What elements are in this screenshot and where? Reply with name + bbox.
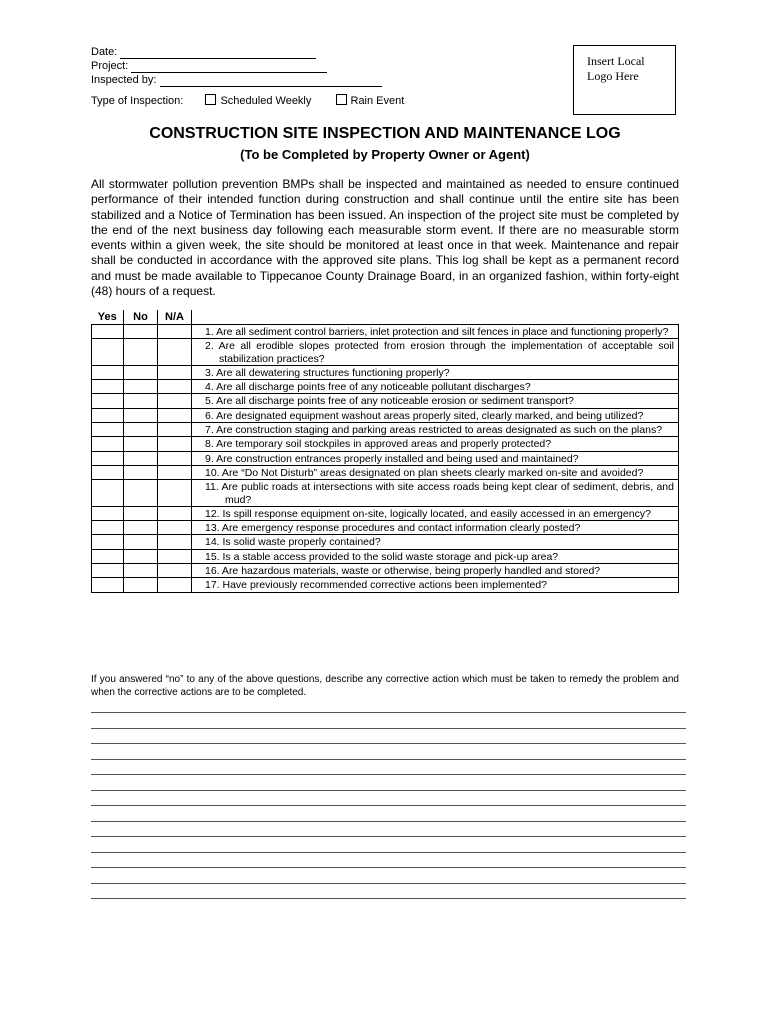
table-row bbox=[92, 465, 679, 479]
yes-answer-cell[interactable] bbox=[92, 578, 124, 592]
yes-answer-cell[interactable] bbox=[92, 549, 124, 563]
question-cell bbox=[192, 325, 679, 339]
no-answer-cell[interactable] bbox=[124, 578, 158, 592]
question-cell bbox=[192, 380, 679, 394]
na-answer-cell[interactable] bbox=[158, 365, 192, 379]
page-subtitle: (To be Completed by Property Owner or Agent) bbox=[240, 147, 530, 162]
yes-answer-cell[interactable] bbox=[92, 380, 124, 394]
question-text: 7. Are construction staging and parking areas restricted to areas designated as such on the plans? bbox=[205, 424, 663, 437]
table-row bbox=[92, 408, 679, 422]
page-title: CONSTRUCTION SITE INSPECTION AND MAINTENANCE LOG bbox=[149, 125, 621, 142]
no-answer-cell[interactable] bbox=[124, 521, 158, 535]
question-text: 8. Are temporary soil stockpiles in approved areas and properly protected? bbox=[205, 438, 552, 451]
question-cell bbox=[192, 521, 679, 535]
na-answer-cell[interactable] bbox=[158, 549, 192, 563]
na-answer-cell[interactable] bbox=[158, 423, 192, 437]
no-answer-cell[interactable] bbox=[124, 437, 158, 451]
rain-event-checkbox[interactable] bbox=[336, 94, 347, 105]
question-cell bbox=[192, 408, 679, 422]
logo-placeholder bbox=[573, 45, 676, 115]
yes-answer-cell[interactable] bbox=[92, 339, 124, 366]
no-answer-cell[interactable] bbox=[124, 325, 158, 339]
inspection-type-row bbox=[91, 94, 404, 107]
na-answer-cell[interactable] bbox=[158, 480, 192, 507]
table-row bbox=[92, 451, 679, 465]
na-answer-cell[interactable] bbox=[158, 465, 192, 479]
table-row bbox=[92, 578, 679, 592]
question-cell bbox=[192, 506, 679, 520]
no-answer-cell[interactable] bbox=[124, 549, 158, 563]
table-row bbox=[92, 535, 679, 549]
inspection-checklist-table bbox=[91, 310, 679, 593]
inspection-type-label: Type of Inspection: bbox=[91, 95, 184, 107]
question-text: 11. Are public roads at intersections with site access roads being kept clear of sediment, debris, and mud? bbox=[205, 481, 674, 506]
question-text: 14. Is solid waste properly contained? bbox=[205, 536, 381, 549]
question-cell bbox=[192, 535, 679, 549]
no-answer-cell[interactable] bbox=[124, 564, 158, 578]
question-cell bbox=[192, 564, 679, 578]
na-header: N/A bbox=[158, 310, 192, 325]
na-answer-cell[interactable] bbox=[158, 578, 192, 592]
question-text: 13. Are emergency response procedures and contact information clearly posted? bbox=[205, 522, 581, 535]
question-cell bbox=[192, 365, 679, 379]
yes-header: Yes bbox=[97, 311, 117, 323]
na-answer-cell[interactable] bbox=[158, 451, 192, 465]
yes-answer-cell[interactable] bbox=[92, 394, 124, 408]
na-answer-cell[interactable] bbox=[158, 564, 192, 578]
yes-answer-cell[interactable] bbox=[92, 465, 124, 479]
table-row bbox=[92, 325, 679, 339]
question-cell bbox=[192, 549, 679, 563]
no-answer-cell[interactable] bbox=[124, 535, 158, 549]
question-cell bbox=[192, 578, 679, 592]
inspected-by-blank[interactable] bbox=[160, 75, 382, 87]
na-answer-cell[interactable] bbox=[158, 506, 192, 520]
yes-answer-cell[interactable] bbox=[92, 506, 124, 520]
yes-answer-cell[interactable] bbox=[92, 451, 124, 465]
table-row bbox=[92, 339, 679, 366]
no-answer-cell[interactable] bbox=[124, 394, 158, 408]
table-row bbox=[92, 437, 679, 451]
no-answer-cell[interactable] bbox=[124, 451, 158, 465]
yes-answer-cell[interactable] bbox=[92, 480, 124, 507]
table-row bbox=[92, 506, 679, 520]
yes-answer-cell[interactable] bbox=[92, 423, 124, 437]
writing-line[interactable] bbox=[91, 759, 686, 760]
na-answer-cell[interactable] bbox=[158, 325, 192, 339]
no-answer-cell[interactable] bbox=[124, 380, 158, 394]
intro-paragraph: All stormwater pollution prevention BMPs shall be inspected and maintained as needed to ensure continued performance of their intended function during construction and shall continue until the entire site has been stabilized and a Notice of Termination has been issued. An inspection of the project site must be completed by the end of the next business day following each measurable storm event. If there are no measurable storm events within a given week, the site should be monitored at least once in that week. Maintenance and repair shall be conducted in accordance with the approved site plans. This log shall be kept as a permanent record and must be made available to Tippecanoe County Drainage Board, in an organized fashion, within forty-eight (48) hours of a request. bbox=[91, 177, 679, 299]
table-row bbox=[92, 480, 679, 507]
inspected-by-label: Inspected by: bbox=[91, 74, 157, 86]
writing-line[interactable] bbox=[91, 821, 686, 822]
question-cell bbox=[192, 465, 679, 479]
no-answer-cell[interactable] bbox=[124, 480, 158, 507]
table-row bbox=[92, 380, 679, 394]
na-answer-cell[interactable] bbox=[158, 380, 192, 394]
question-cell bbox=[192, 423, 679, 437]
question-cell bbox=[192, 480, 679, 507]
yes-answer-cell[interactable] bbox=[92, 521, 124, 535]
date-field[interactable] bbox=[91, 46, 316, 59]
question-text: 2. Are all erodible slopes protected from erosion through the implementation of acceptable soil stabilization practices? bbox=[205, 340, 674, 365]
question-cell bbox=[192, 437, 679, 451]
yes-answer-cell[interactable] bbox=[92, 564, 124, 578]
question-text: 6. Are designated equipment washout areas properly sited, clearly marked, and being utilized? bbox=[205, 409, 644, 422]
question-text: 17. Have previously recommended corrective actions been implemented? bbox=[205, 579, 548, 592]
na-answer-cell[interactable] bbox=[158, 408, 192, 422]
na-answer-cell[interactable] bbox=[158, 521, 192, 535]
writing-line[interactable] bbox=[91, 883, 686, 884]
project-label: Project: bbox=[91, 60, 129, 72]
writing-line[interactable] bbox=[91, 898, 686, 899]
question-text: 10. Are “Do Not Disturb” areas designated on plan sheets clearly marked on-site and avoided? bbox=[205, 466, 644, 479]
inspected-by-field[interactable] bbox=[91, 74, 382, 87]
writing-line[interactable] bbox=[91, 728, 686, 729]
question-text: 15. Is a stable access provided to the solid waste storage and pick-up area? bbox=[205, 550, 559, 563]
question-text: 12. Is spill response equipment on-site, logically located, and easily accessed in an emergency? bbox=[205, 507, 651, 520]
date-label: Date: bbox=[91, 46, 118, 58]
no-header: No bbox=[124, 310, 158, 325]
yes-answer-cell[interactable] bbox=[92, 325, 124, 339]
corrective-action-note: If you answered “no” to any of the above questions, describe any corrective action which must be taken to remedy the problem and when the corrective actions are to be completed. bbox=[91, 674, 679, 698]
no-answer-cell[interactable] bbox=[124, 339, 158, 366]
question-cell bbox=[192, 339, 679, 366]
table-header-row bbox=[92, 310, 679, 325]
table-row bbox=[92, 564, 679, 578]
no-answer-cell[interactable] bbox=[124, 408, 158, 422]
logo-line-2: Logo Here bbox=[587, 69, 639, 83]
writing-line[interactable] bbox=[91, 712, 686, 713]
table-row bbox=[92, 423, 679, 437]
writing-line[interactable] bbox=[91, 852, 686, 853]
question-text: 16. Are hazardous materials, waste or otherwise, being properly handled and stored? bbox=[205, 565, 601, 578]
question-text: 1. Are all sediment control barriers, inlet protection and silt fences in place and functioning properly? bbox=[205, 326, 669, 338]
yes-answer-cell[interactable] bbox=[92, 408, 124, 422]
project-blank[interactable] bbox=[131, 61, 327, 73]
no-answer-cell[interactable] bbox=[124, 365, 158, 379]
writing-line[interactable] bbox=[91, 774, 686, 775]
writing-line[interactable] bbox=[91, 790, 686, 791]
yes-answer-cell[interactable] bbox=[92, 365, 124, 379]
date-blank[interactable] bbox=[120, 47, 316, 59]
question-text: 4. Are all discharge points free of any noticeable pollutant discharges? bbox=[205, 381, 531, 394]
writing-line[interactable] bbox=[91, 743, 686, 744]
question-text: 9. Are construction entrances properly installed and being used and maintained? bbox=[205, 452, 579, 465]
scheduled-weekly-label: Scheduled Weekly bbox=[220, 95, 312, 107]
yes-answer-cell[interactable] bbox=[92, 437, 124, 451]
question-cell bbox=[192, 394, 679, 408]
scheduled-weekly-checkbox[interactable] bbox=[205, 94, 216, 105]
no-answer-cell[interactable] bbox=[124, 506, 158, 520]
writing-line[interactable] bbox=[91, 867, 686, 868]
question-cell bbox=[192, 451, 679, 465]
question-text: 3. Are all dewatering structures functioning properly? bbox=[205, 366, 450, 379]
no-answer-cell[interactable] bbox=[124, 465, 158, 479]
na-answer-cell[interactable] bbox=[158, 437, 192, 451]
na-answer-cell[interactable] bbox=[158, 535, 192, 549]
table-row bbox=[92, 394, 679, 408]
table-row bbox=[92, 365, 679, 379]
no-answer-cell[interactable] bbox=[124, 423, 158, 437]
question-header bbox=[192, 310, 679, 325]
writing-line[interactable] bbox=[91, 805, 686, 806]
na-answer-cell[interactable] bbox=[158, 394, 192, 408]
na-answer-cell[interactable] bbox=[158, 339, 192, 366]
writing-line[interactable] bbox=[91, 836, 686, 837]
rain-event-label: Rain Event bbox=[350, 95, 405, 107]
table-row bbox=[92, 549, 679, 563]
question-text: 5. Are all discharge points free of any noticeable erosion or sediment transport? bbox=[205, 395, 574, 408]
yes-answer-cell[interactable] bbox=[92, 535, 124, 549]
table-row bbox=[92, 521, 679, 535]
project-field[interactable] bbox=[91, 60, 327, 73]
logo-line-1: Insert Local bbox=[587, 54, 645, 68]
